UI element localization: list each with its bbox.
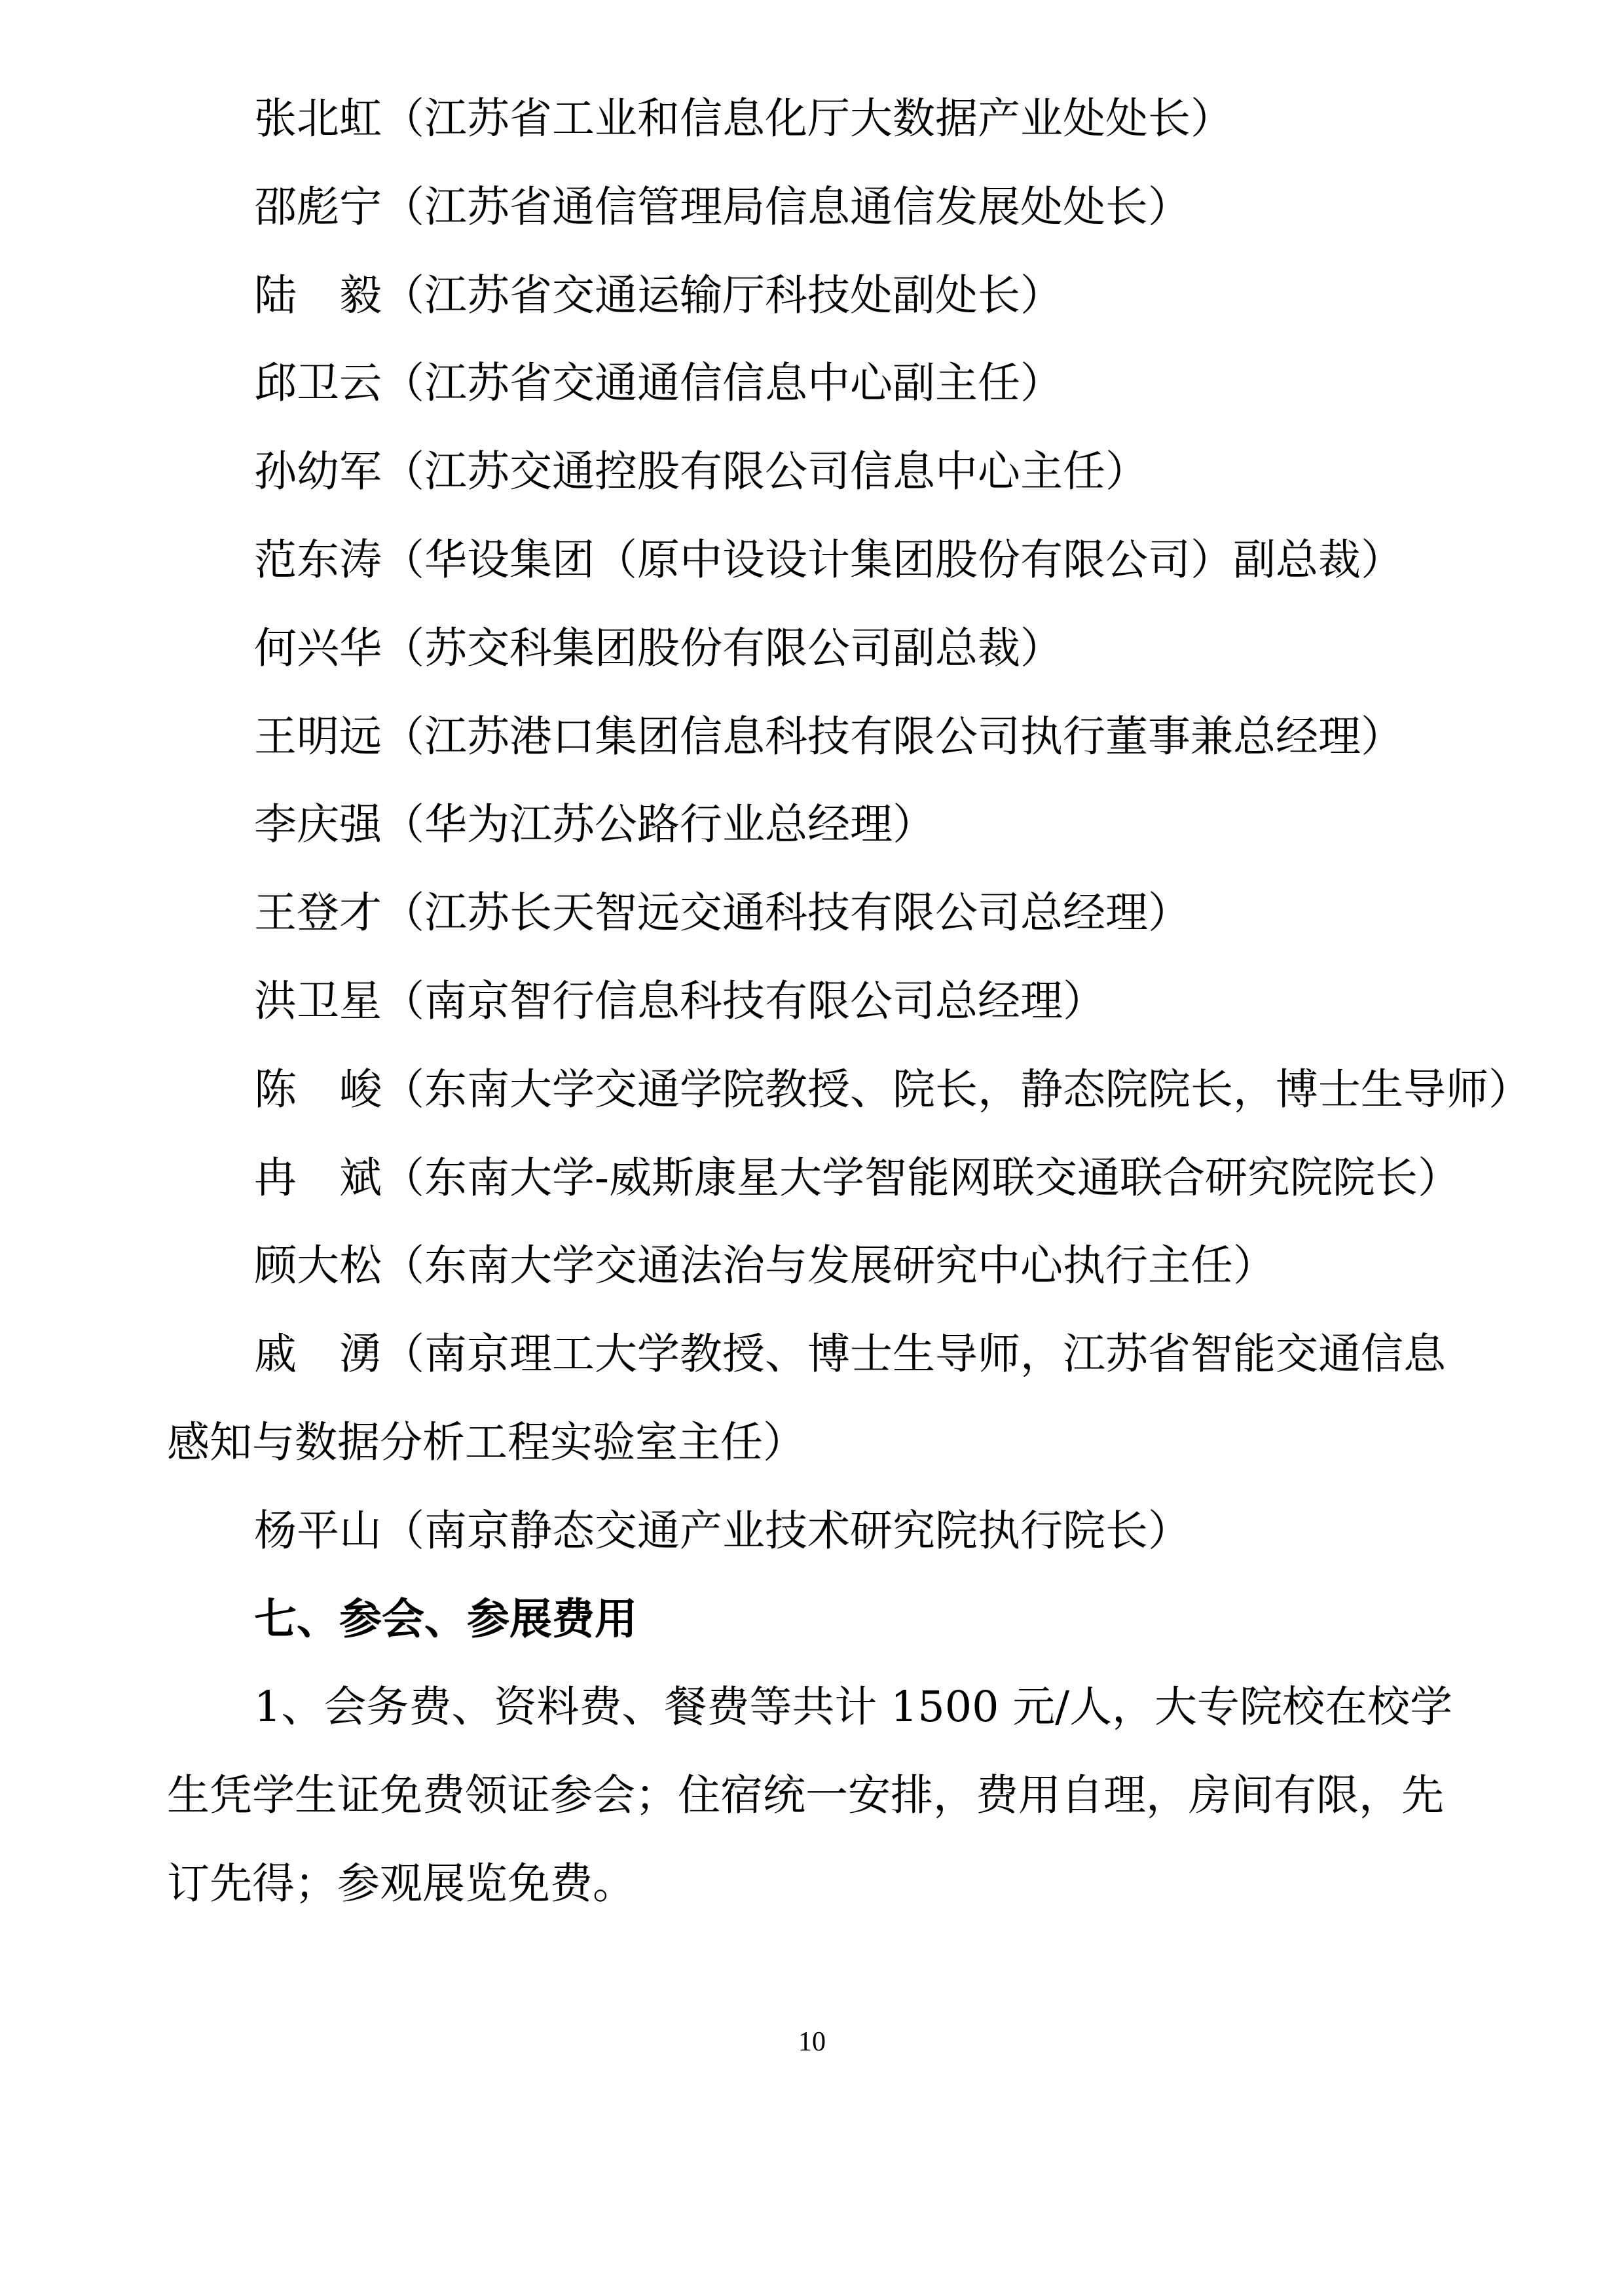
roster-line: 李庆强（华为江苏公路行业总经理） xyxy=(254,800,936,850)
roster-line: 顾大松（东南大学交通法治与发展研究中心执行主任） xyxy=(254,1241,1276,1291)
roster-line: 王登才（江苏长天智远交通科技有限公司总经理） xyxy=(254,888,1191,938)
fee-paragraph-line: 生凭学生证免费领证参会；住宿统一安排，费用自理，房间有限，先 xyxy=(167,1771,1445,1821)
roster-line: 洪卫星（南京智行信息科技有限公司总经理） xyxy=(254,976,1106,1026)
document-body xyxy=(167,75,1532,1929)
roster-line: 孙幼军（江苏交通控股有限公司信息中心主任） xyxy=(254,447,1149,497)
roster-line: 邵彪宁（江苏省通信管理局信息通信发展处处长） xyxy=(254,182,1191,232)
roster-line: 杨平山（南京静态交通产业技术研究院执行院长） xyxy=(254,1506,1191,1556)
roster-line: 陈 峻（东南大学交通学院教授、院长，静态院院长，博士生导师） xyxy=(254,1065,1532,1114)
fee-paragraph-line: 1、会务费、资料费、餐费等共计 1500 元/人，大专院校在校学 xyxy=(254,1683,1452,1732)
roster-line: 范东涛（华设集团（原中设设计集团股份有限公司）副总裁） xyxy=(254,535,1404,585)
roster-line: 冉 斌（东南大学-威斯康星大学智能网联交通联合研究院院长） xyxy=(254,1153,1460,1203)
page-number: 10 xyxy=(798,2027,826,2057)
fee-paragraph-line: 订先得；参观展览免费。 xyxy=(167,1859,636,1908)
roster-line: 张北虹（江苏省工业和信息化厅大数据产业处处长） xyxy=(254,94,1234,143)
roster-line: 戚 湧（南京理工大学教授、博士生导师，江苏省智能交通信息 xyxy=(254,1330,1447,1379)
roster-line-wrap: 感知与数据分析工程实验室主任） xyxy=(167,1417,806,1467)
section-heading: 七、参会、参展费用 xyxy=(254,1594,638,1644)
roster-line: 王明远（江苏港口集团信息科技有限公司执行董事兼总经理） xyxy=(254,712,1404,761)
roster-line: 何兴华（苏交科集团股份有限公司副总裁） xyxy=(254,623,1063,673)
roster-line: 陆 毅（江苏省交通运输厅科技处副处长） xyxy=(254,270,1063,320)
roster-line: 邱卫云（江苏省交通通信信息中心副主任） xyxy=(254,359,1063,409)
